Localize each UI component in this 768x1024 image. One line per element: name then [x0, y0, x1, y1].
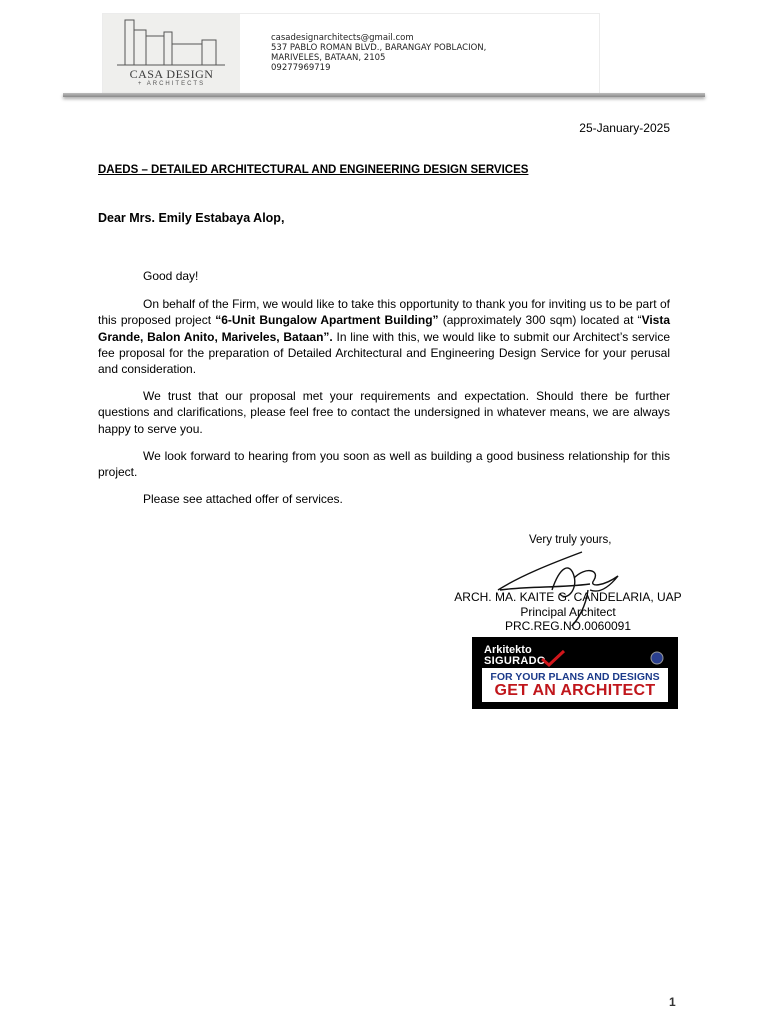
address-line-1: 537 PABLO ROMAN BLVD., BARANGAY POBLACION, — [271, 43, 487, 53]
paragraph-1 — [98, 296, 670, 377]
badge-slogan-line-2: GET AN ARCHITECT — [494, 682, 656, 699]
address-line-2: MARIVELES, BATAAN, 2105 — [271, 53, 386, 63]
project-location: Vista Grande, Balon Anito, Mariveles, Bataan”. — [98, 313, 671, 344]
salutation: Dear Mrs. Emily Estabaya Alop, — [98, 211, 285, 225]
company-logo — [103, 14, 240, 93]
letter-date: 25-January-2025 — [579, 121, 670, 135]
badge-brand-line-2: SIGURADO — [484, 655, 546, 667]
logo-title: CASA DESIGN — [129, 67, 214, 81]
checkmark-icon — [540, 649, 566, 667]
signatory-registration: PRC.REG.NO.0060091 — [504, 619, 632, 633]
page-number: 1 — [669, 995, 676, 1009]
signatory-title: Principal Architect — [520, 604, 616, 619]
p1-text-b: (approximately 300 sqm) located at “ — [438, 313, 642, 328]
letterhead — [102, 13, 600, 94]
paragraph-3: We look forward to hearing from you soon as well as building a good business relationship for this project. — [98, 448, 670, 480]
uap-seal-icon — [650, 651, 664, 665]
greeting: Good day! — [143, 269, 199, 283]
project-name: “6-Unit Bungalow Apartment Building” — [215, 313, 439, 328]
badge-brand — [484, 645, 546, 667]
p1-text-c: In line with this, we would like to submit our Architect’s service fee proposal for the preparation of Detailed Architectural and Engineering Design Service for your perusal and consideration. — [98, 329, 670, 377]
letter-subject: DAEDS – DETAILED ARCHITECTURAL AND ENGINEERING DESIGN SERVICES — [98, 164, 529, 176]
email-text: casadesignarchitects@gmail.com — [271, 33, 414, 43]
closing: Very truly yours, — [529, 534, 612, 546]
paragraph-4: Please see attached offer of services. — [143, 492, 343, 507]
contact-info — [271, 33, 486, 73]
building-logo-icon — [103, 14, 240, 69]
badge-slogan-line-1: FOR YOUR PLANS AND DESIGNS — [490, 671, 660, 683]
header-divider — [63, 93, 705, 97]
signature-block — [450, 590, 686, 634]
paragraph-2: We trust that our proposal met your requirements and expectation. Should there be further questions and clarifications, please feel free to contact the undersigned in whatever means, we are always happy to serve you. — [98, 389, 670, 436]
letter-body — [98, 268, 670, 518]
phone-text: 09277969719 — [271, 63, 331, 73]
badge-slogan-box — [482, 668, 668, 702]
arkitekto-sigurado-badge — [472, 637, 678, 709]
signatory-name: ARCH. MA. KAITE G. CANDELARIA, UAP — [454, 590, 682, 604]
p1-text-a: On behalf of the Firm, we would like to take this opportunity to thank you for inviting us to be part of this proposed project — [98, 297, 670, 328]
badge-brand-line-1: Arkitekto — [484, 644, 532, 656]
logo-subtitle: + ARCHITECTS — [137, 81, 206, 87]
